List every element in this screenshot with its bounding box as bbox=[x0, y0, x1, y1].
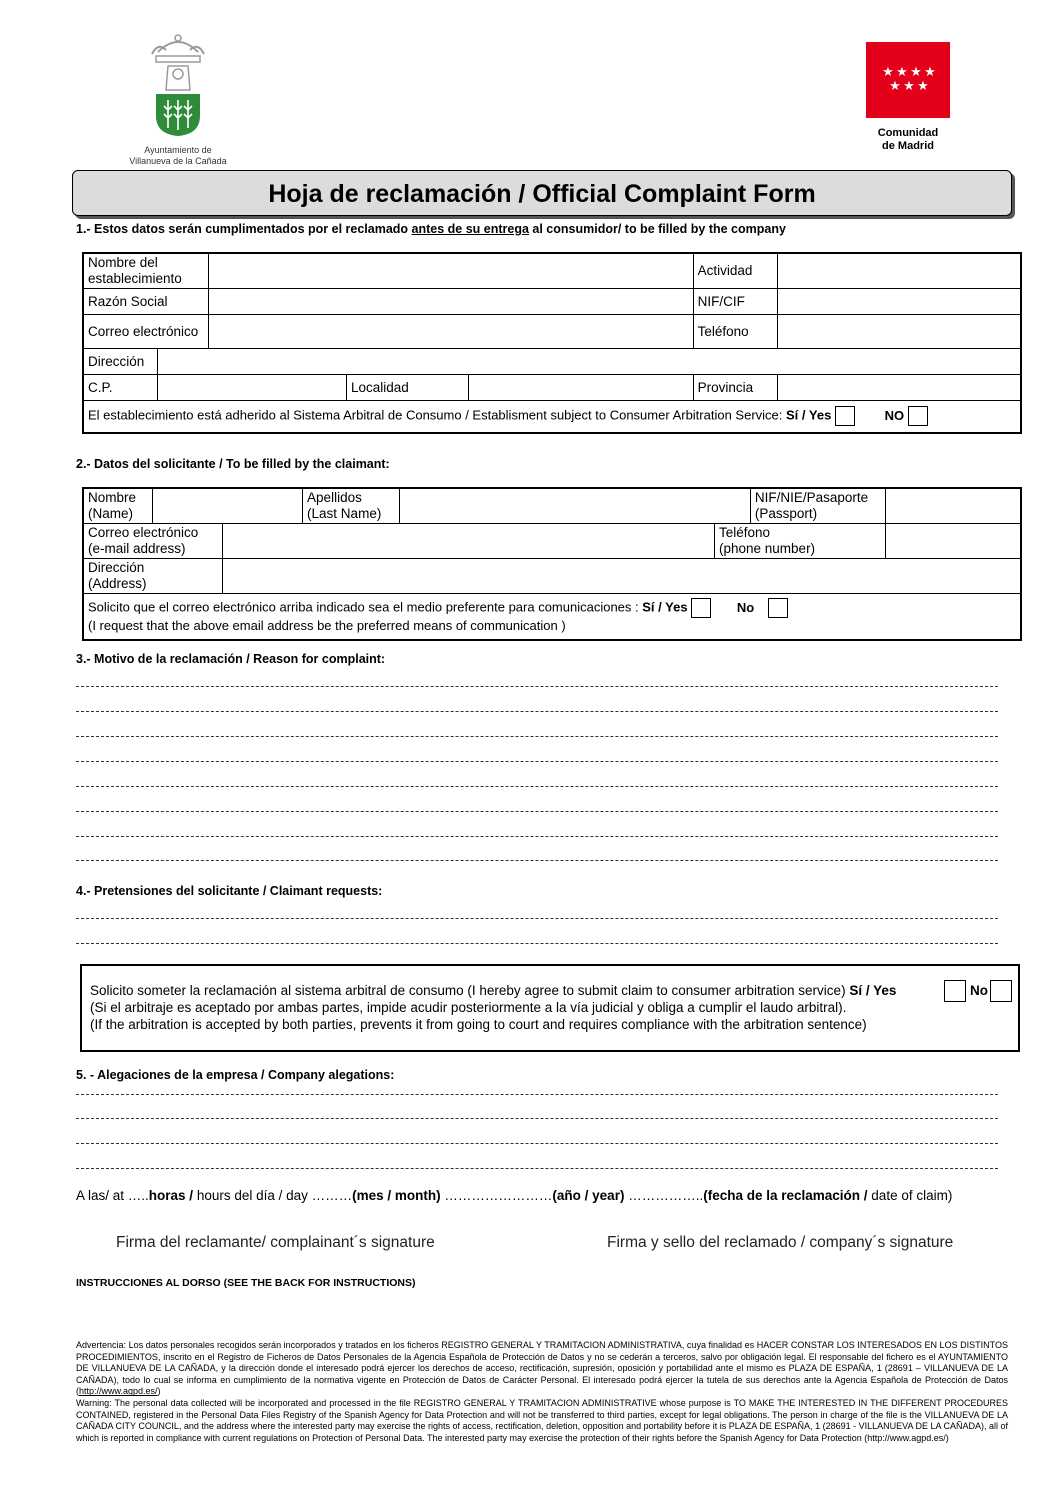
alegations-line-3[interactable] bbox=[76, 1143, 998, 1144]
madrid-caption-2: de Madrid bbox=[882, 140, 934, 152]
label-direccion-en: (Address) bbox=[88, 576, 147, 591]
arbitration-yes-label: Sí / Yes bbox=[849, 983, 897, 998]
arbitration-consent-text: Solicito someter la reclamación al sistema arbitral de consumo (I hereby agree to submit claim to consumer arbitration service) bbox=[90, 983, 846, 998]
madrid-caption-1: Comunidad bbox=[877, 127, 939, 139]
arbitration-note-es: (Si el arbitraje es aceptado por ambas partes, impide acudir posteriormente a la vía judicial y obliga a cumplir el laudo arbitral). bbox=[90, 1000, 847, 1015]
input-nif-cif[interactable] bbox=[778, 289, 1021, 315]
notice-spanish: Advertencia: Los datos personales recogidos serán incorporados y tratados en los ficheros REGISTRO GENERAL Y TRAMITACION ADMINISTRATIVA, cuya finalidad es HACER CONSTAR LOS INTERESADOS EN LOS DISTINTOS PROCEDIMIENTOS, inscrito en el Registro de Ficheros de Datos Personales de la Agencia Española de Protección de Datos y no se cederán a terceros, salvo por obligación legal. El responsable del fichero es el AYUNTAMIENTO DE VILLANUEVA DE LA CAÑADA, y la dirección donde el interesado podrá ejercer los derechos de acceso, rectificación, supresión, oposición y portabilidad ante el mismo es PLAZA DE ESPAÑA, 1 (28691 – VILLANUEVA DE LA CAÑADA), todo lo cual se informa en cumplimiento de la normativa vigente en Protección de Datos de Carácter Personal. El interesado podrá ejercer la tutela de sus derechos ante la Agencia Española de Protección de Datos ( bbox=[76, 1340, 1008, 1397]
label-nif-cif: NIF/CIF bbox=[693, 289, 778, 315]
svg-text:★: ★ bbox=[910, 65, 922, 80]
input-provincia[interactable] bbox=[778, 375, 1021, 401]
preferred-email-no-label: No bbox=[736, 599, 755, 615]
alegations-line-1[interactable] bbox=[76, 1094, 998, 1095]
label-nombre bbox=[83, 488, 153, 524]
input-correo[interactable] bbox=[208, 315, 693, 349]
label-nombre-establecimiento: Nombre del establecimiento bbox=[83, 253, 208, 289]
page-title: Hoja de reclamación / Official Complaint Form bbox=[268, 180, 816, 208]
reason-line-1[interactable] bbox=[76, 686, 998, 687]
label-razon-social: Razón Social bbox=[83, 289, 208, 315]
date-line bbox=[76, 1188, 952, 1203]
section1-heading-pre: 1.- Estos datos serán cumplimentados por el reclamado bbox=[76, 222, 412, 236]
alegations-line-2[interactable] bbox=[76, 1118, 998, 1119]
comunidad-madrid-logo bbox=[858, 42, 958, 152]
label-telefono-es: Teléfono bbox=[719, 525, 771, 540]
input-apellidos[interactable] bbox=[399, 488, 750, 524]
arbitration-consent-box bbox=[80, 964, 1020, 1052]
label-nif-nie bbox=[750, 488, 885, 524]
notice-spanish-end: ) bbox=[157, 1386, 161, 1397]
complainant-signature-label: Firma del reclamante/ complainant´s signature bbox=[116, 1234, 435, 1251]
date-month-label: (mes / month) bbox=[352, 1188, 441, 1203]
alegations-line-4[interactable] bbox=[76, 1168, 998, 1169]
reason-line-6[interactable] bbox=[76, 811, 998, 812]
reason-line-4[interactable] bbox=[76, 761, 998, 762]
preferred-email-no-checkbox[interactable] bbox=[768, 598, 788, 618]
label-direccion: Dirección bbox=[83, 349, 158, 375]
svg-text:★: ★ bbox=[924, 65, 936, 80]
date-hours-blank[interactable]: ….. bbox=[127, 1188, 149, 1203]
input-razon-social[interactable] bbox=[208, 289, 693, 315]
label-apellidos bbox=[303, 488, 400, 524]
label-telefono-solicitante bbox=[715, 524, 886, 559]
label-nombre-en: (Name) bbox=[88, 506, 134, 521]
arbitration-yes-checkbox[interactable] bbox=[944, 980, 966, 1002]
requests-line-2[interactable] bbox=[76, 943, 998, 944]
section1-heading bbox=[76, 222, 786, 236]
label-correo: Correo electrónico bbox=[83, 315, 208, 349]
label-direccion-es: Dirección bbox=[88, 560, 145, 575]
preferred-email-row bbox=[83, 594, 1021, 640]
label-correo-es: Correo electrónico bbox=[88, 525, 199, 540]
preferred-email-yes-checkbox[interactable] bbox=[691, 598, 711, 618]
madrid-stars-icon bbox=[866, 42, 950, 118]
arbitration-note-en: (If the arbitration is accepted by both parties, prevents it from going to court and requires compliance with the arbitration sentence) bbox=[90, 1017, 867, 1032]
label-apellidos-en: (Last Name) bbox=[307, 506, 382, 521]
label-nombre-es: Nombre bbox=[88, 490, 137, 505]
title-banner bbox=[72, 170, 1012, 216]
reason-line-2[interactable] bbox=[76, 711, 998, 712]
company-data-table bbox=[82, 252, 1022, 434]
svg-text:★: ★ bbox=[882, 65, 894, 80]
ayuntamiento-logo bbox=[118, 30, 238, 165]
preferred-email-question: Solicito que el correo electrónico arriba indicado sea el medio preferente para comunicaciones : bbox=[88, 599, 639, 615]
section2-heading: 2.- Datos del solicitante / To be filled by the claimant: bbox=[76, 457, 390, 471]
arbitral-no-label: NO bbox=[884, 407, 905, 423]
instructions-note: INSTRUCCIONES AL DORSO (SEE THE BACK FOR INSTRUCTIONS) bbox=[76, 1277, 416, 1289]
arbitration-no-checkbox[interactable] bbox=[990, 980, 1012, 1002]
date-claim-label-en: date of claim) bbox=[871, 1188, 953, 1203]
label-telefono-en: (phone number) bbox=[719, 541, 816, 556]
date-hours-label: horas / bbox=[148, 1188, 197, 1203]
label-provincia: Provincia bbox=[693, 375, 778, 401]
label-direccion-solicitante bbox=[83, 559, 223, 594]
label-apellidos-es: Apellidos bbox=[307, 490, 362, 505]
label-nif-nie-es: NIF/NIE/Pasaporte bbox=[754, 490, 869, 505]
label-localidad: Localidad bbox=[347, 375, 469, 401]
preferred-email-translation: (I request that the above email address be the preferred means of communication ) bbox=[88, 618, 566, 634]
arbitral-no-checkbox[interactable] bbox=[908, 406, 928, 426]
arbitral-row bbox=[83, 401, 1021, 433]
reason-line-7[interactable] bbox=[76, 836, 998, 837]
date-month-blank[interactable]: …………………… bbox=[440, 1188, 553, 1203]
label-telefono: Teléfono bbox=[693, 315, 778, 349]
requests-line-1[interactable] bbox=[76, 918, 998, 919]
preferred-email-yes-label: Sí / Yes bbox=[642, 599, 688, 615]
input-cp[interactable] bbox=[158, 375, 347, 401]
date-claim-label: (fecha de la reclamación / bbox=[703, 1188, 872, 1203]
label-actividad: Actividad bbox=[693, 253, 778, 289]
label-correo-solicitante bbox=[83, 524, 223, 559]
svg-text:★: ★ bbox=[889, 79, 901, 94]
section1-heading-underlined: antes de su entrega bbox=[411, 222, 529, 236]
input-actividad[interactable] bbox=[778, 253, 1021, 289]
date-at: A las/ at bbox=[76, 1188, 128, 1203]
coat-of-arms-icon bbox=[118, 30, 238, 138]
date-year-label: (año / year) bbox=[552, 1188, 625, 1203]
input-direccion-solicitante[interactable] bbox=[223, 559, 1021, 594]
input-direccion[interactable] bbox=[158, 349, 1021, 375]
section4-heading: 4.- Pretensiones del solicitante / Claimant requests: bbox=[76, 884, 383, 898]
agpd-link[interactable]: http://www.agpd.es/ bbox=[79, 1386, 158, 1397]
input-nombre[interactable] bbox=[153, 488, 303, 524]
data-protection-notice bbox=[76, 1340, 1008, 1444]
reason-line-8[interactable] bbox=[76, 860, 998, 861]
company-signature-label: Firma y sello del reclamado / company´s signature bbox=[607, 1234, 954, 1251]
arbitral-question: El establecimiento está adherido al Sistema Arbitral de Consumo / Establisment subject to Consumer Arbitration Service: bbox=[88, 407, 783, 423]
reason-line-3[interactable] bbox=[76, 736, 998, 737]
arbitration-no-label: No bbox=[970, 983, 988, 998]
date-day-label: hours del día / day bbox=[196, 1188, 312, 1203]
date-day-blank[interactable]: ……… bbox=[311, 1188, 353, 1203]
input-telefono-solicitante[interactable] bbox=[885, 524, 1021, 559]
reason-line-5[interactable] bbox=[76, 786, 998, 787]
label-nif-nie-en: (Passport) bbox=[754, 506, 818, 521]
date-year-blank[interactable]: …………….. bbox=[624, 1188, 704, 1203]
ayuntamiento-caption-1: Ayuntamiento de bbox=[144, 145, 212, 155]
label-cp: C.P. bbox=[83, 375, 158, 401]
input-localidad[interactable] bbox=[469, 375, 694, 401]
input-telefono[interactable] bbox=[778, 315, 1021, 349]
arbitral-yes-label: Sí / Yes bbox=[786, 407, 832, 423]
section1-heading-post: al consumidor/ to be filled by the company bbox=[528, 222, 786, 236]
ayuntamiento-caption-2: Villanueva de la Cañada bbox=[129, 156, 227, 166]
svg-text:★: ★ bbox=[903, 79, 915, 94]
label-correo-en: (e-mail address) bbox=[88, 541, 186, 556]
claimant-data-table bbox=[82, 487, 1022, 641]
input-nif-nie[interactable] bbox=[885, 488, 1021, 524]
section3-heading: 3.- Motivo de la reclamación / Reason for complaint: bbox=[76, 652, 386, 666]
input-nombre-establecimiento[interactable] bbox=[208, 253, 693, 289]
svg-text:★: ★ bbox=[896, 65, 908, 80]
arbitral-yes-checkbox[interactable] bbox=[835, 406, 855, 426]
input-correo-solicitante[interactable] bbox=[223, 524, 715, 559]
svg-text:★: ★ bbox=[917, 79, 929, 94]
section5-heading: 5. - Alegaciones de la empresa / Company alegations: bbox=[76, 1068, 395, 1082]
notice-english: Warning: The personal data collected will be incorporated and processed in the file REGISTRO GENERAL Y TRAMITACION ADMINISTRATIVE whose purpose is TO MAKE THE INTERESTED IN THE DIFFERENT PROCEDURES CONTAINED, registered in the Personal Data Files Registry of the Spanish Agency for Data Protection and will not be transferred to third parties, except for legal obligations. The person in charge of the file is the VILLANUEVA DE LA CAÑADA CITY COUNCIL, and the address where the interested party may exercise the rights of access, rectification, deletion, opposition and portability before it is PLAZA DE ESPAÑA, 1 (28691 - VILLANUEVA DE LA CAÑADA), all of which is reported in compliance with current regulations on Protection of Personal Data. The interested party may exercise the protection of their rights before the Spanish Agency for Data Protection (http://www.agpd.es/) bbox=[76, 1397, 1008, 1443]
